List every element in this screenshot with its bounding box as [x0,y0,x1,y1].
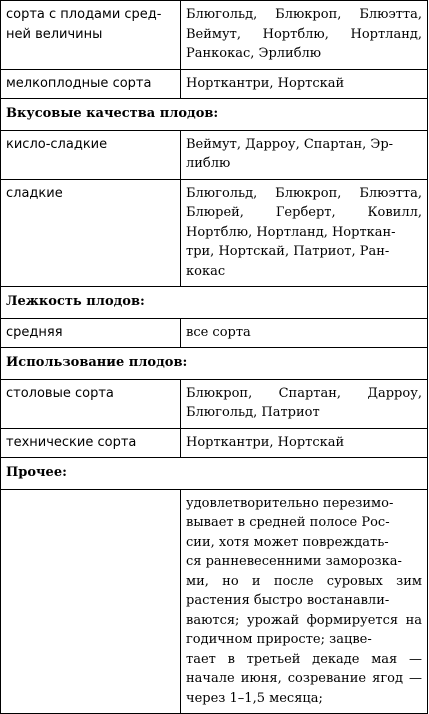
row-label [1,489,181,714]
section-header-row [1,99,428,131]
row-value-text: Блюгольд, Блюкроп, Блюэтта, Веймут, Нортблю, Нортланд, Ранкокас, Эрлиблю [186,7,422,61]
table-row [1,179,428,287]
row-value [181,69,428,99]
row-label [1,379,181,428]
section-header: Вкусовые качества плодов: [1,99,428,131]
row-value [181,489,428,714]
table-row [1,318,428,348]
row-value [181,130,428,179]
row-value-text: Веймут, Дарроу, Спартан, Эр- либлю [186,136,394,171]
row-label-text: средняя [6,324,63,340]
section-header-row [1,458,428,490]
section-header: Лежкость плодов: [1,287,428,319]
table-row [1,69,428,99]
row-label [1,179,181,287]
row-value-text: Норткантри, Нортскай [186,434,345,450]
table-row [1,428,428,458]
row-value-text: Норткантри, Нортскай [186,75,345,91]
row-value [181,179,428,287]
row-label-text: кисло-сладкие [6,136,108,152]
table-row [1,130,428,179]
row-label-text: сорта с плодами сред- ней величины [6,7,162,42]
table-row [1,379,428,428]
row-value [181,1,428,70]
row-label [1,428,181,458]
row-value [181,428,428,458]
row-label-text: мелкоплодные сорта [6,75,152,91]
row-label-text: сладкие [6,185,63,201]
table-row [1,489,428,714]
row-label [1,1,181,70]
row-label-text: технические сорта [6,434,137,450]
table-body [1,1,428,714]
row-label [1,130,181,179]
row-label-text: столовые сорта [6,385,114,401]
section-header-row [1,287,428,319]
section-header-row [1,348,428,380]
row-value-text: Блюгольд, Блюкроп, Блюэтта, Блюрей, Герберт, Ковилл, Нортблю, Нортланд, Норткан- три, Нортскай, Патриот, Ран- кокас [186,185,422,279]
section-header: Прочее: [1,458,428,490]
row-value-text: Блюкроп, Спартан, Дарроу, Блюгольд, Патриот [186,385,422,420]
row-value [181,379,428,428]
row-value-text: удовлетворительно перезимо- вывает в средней полосе Рос- сии, хотя может повреждать- ся ранневесенними заморозка- ми, но и после суровых зим растения быстро востанавли- ваются; урожай формируется на годичном приросте; зацве- тает в третьей декаде мая — начале июня, созревание ягод — через 1–1,5 месяца; [186,495,422,706]
section-header: Использование плодов: [1,348,428,380]
row-value [181,318,428,348]
row-label [1,318,181,348]
row-value-text: все сорта [186,324,251,340]
table-row [1,1,428,70]
row-label [1,69,181,99]
